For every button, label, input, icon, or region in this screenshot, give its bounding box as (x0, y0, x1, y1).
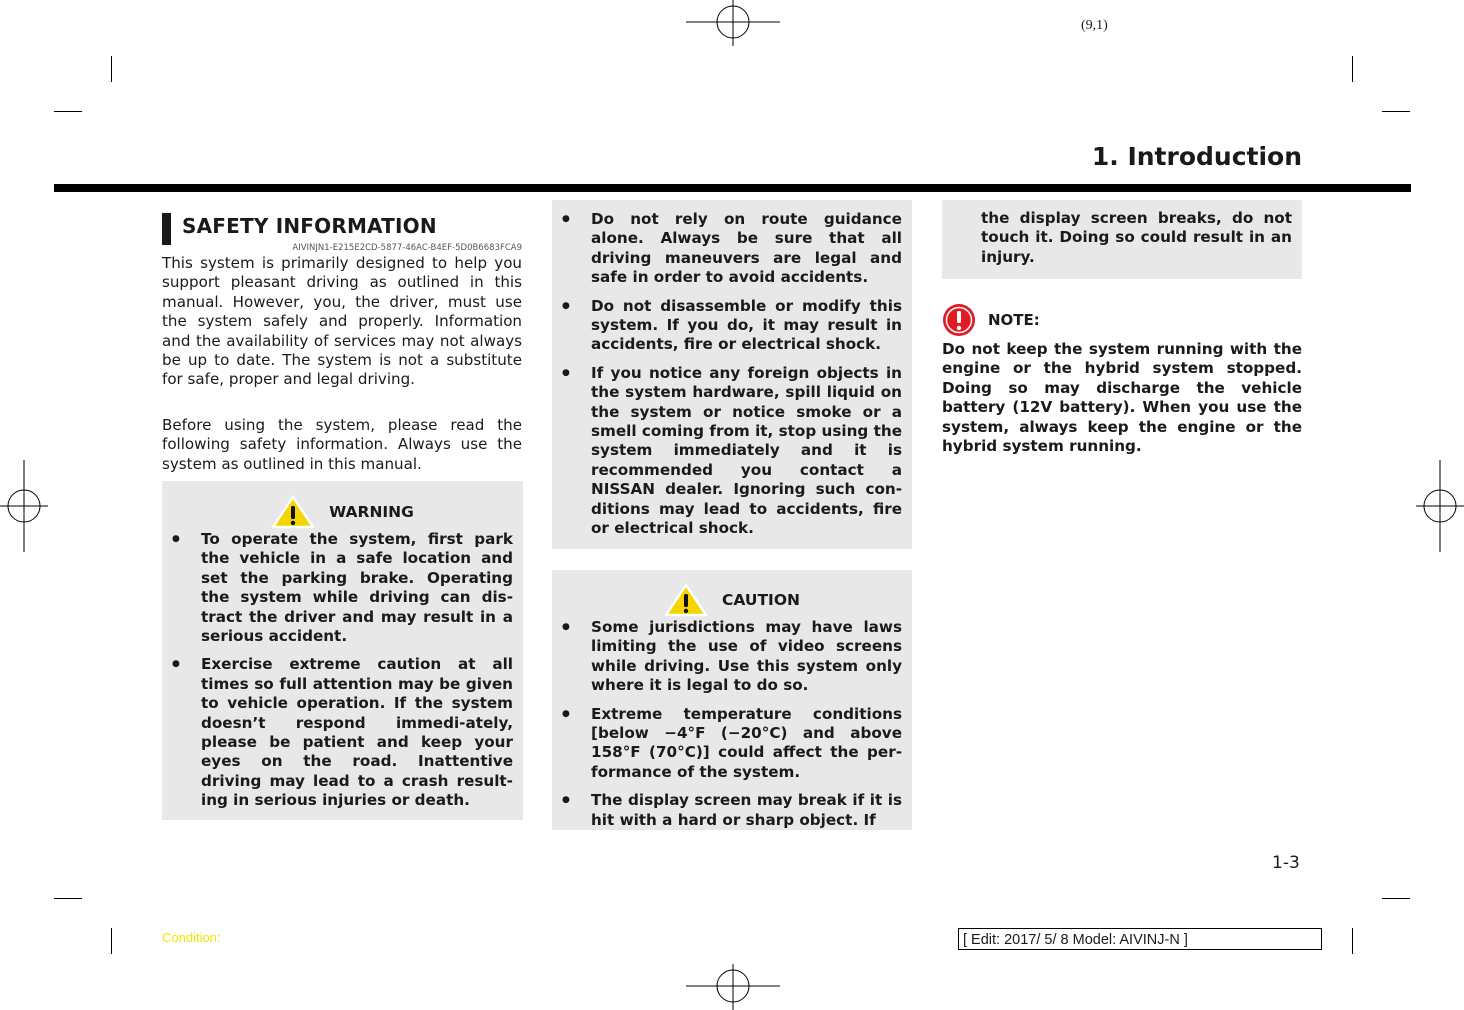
list-item (562, 791, 902, 830)
caution-item-3-end: the display screen breaks, do not touch it. Doing so could result in an injury. (981, 209, 1292, 266)
condition-label: Condition: (162, 930, 221, 945)
warning-box-continued (552, 200, 912, 549)
list-item: ● To operate the system, first park the vehicle in a safe location and set the parking brake. Operating the system while driving can dis-tract the driver and may result in a serious accident. (172, 530, 513, 646)
list-item: ● Exercise extreme caution at all times so full attention may be given to vehicle operation. If the system doesn’t respond immedi-ately, please be patient and keep your eyes on the road. Inattentive driving may lead to a crash result-ing in serious injuries or death. (172, 655, 513, 810)
list-item: ● Do not rely on route guidance alone. Always be sure that all driving maneuvers are legal and safe in order to avoid accidents. (562, 210, 902, 288)
caution-icon (664, 583, 708, 617)
page-marker: (9,1) (1081, 18, 1108, 33)
warning-icon (271, 495, 315, 529)
intro-paragraph-2: Before using the system, please read the following safety information. Always use the system as outlined in this manual. (162, 416, 522, 473)
exclamation-icon (942, 303, 976, 337)
chapter-title: 1. Introduction (1091, 142, 1302, 171)
caution-item-3-start: The display screen may break if it is hit with a hard or sharp object. If (591, 791, 902, 829)
caution-box-continued (942, 200, 1302, 279)
page-number: 1-3 (1272, 853, 1300, 873)
section-title-bar (162, 213, 171, 245)
header-rule (54, 184, 1411, 192)
list-item: ● Some jurisdictions may have laws limiting the use of video screens while driving. Use this system only where it is legal to do so. (562, 618, 902, 696)
note-label: NOTE: (988, 311, 1040, 329)
list-item: ● If you notice any foreign objects in the system hardware, spill liquid on the system or notice smoke or a smell coming from it, stop using the system immediately and it is recommended you contact a NISSAN dealer. Ignoring such con-ditions may lead to accidents, fire or electrical shock. (562, 364, 902, 539)
note-header (942, 303, 1040, 337)
edit-info: [ Edit: 2017/ 5/ 8 Model: AIVINJ-N ] (958, 928, 1322, 950)
registration-mark-right (1416, 460, 1464, 552)
section-title: SAFETY INFORMATION (182, 214, 437, 238)
caution-box (552, 570, 912, 830)
caution-list (562, 618, 902, 830)
caution-label: CAUTION (722, 591, 800, 609)
warning-list (172, 530, 513, 820)
warning-list-continued (562, 210, 902, 548)
section-identifier: AIVINJN1-E215E2CD-5877-46AC-B4EF-5D0B6683FCA9 (292, 243, 522, 253)
warning-label: WARNING (329, 503, 414, 521)
warning-box (162, 481, 523, 820)
warning-header (162, 495, 523, 529)
registration-mark-left (0, 460, 48, 552)
registration-mark-bottom (686, 964, 780, 1010)
list-item: ● Do not disassemble or modify this system. If you do, it may result in accidents, fire or electrical shock. (562, 297, 902, 355)
list-item: ● Extreme temperature conditions [below −4°F (−20°C) and above 158°F (70°C)] could affect the per-formance of the system. (562, 705, 902, 783)
note-text: Do not keep the system running with the engine or the hybrid system stopped. Doing so may discharge the vehicle battery (12V battery). When you use the system, always keep the engine or the hybrid system running. (942, 340, 1302, 456)
intro-paragraph: This system is primarily designed to help you support pleasant driving as outlined in this manual. However, you, the driver, must use the system safely and properly. Information and the availability of services may not always be up to date. The system is not a substitute for safe, proper and legal driving. (162, 254, 522, 389)
registration-mark-top (686, 0, 780, 46)
caution-header (552, 583, 912, 617)
